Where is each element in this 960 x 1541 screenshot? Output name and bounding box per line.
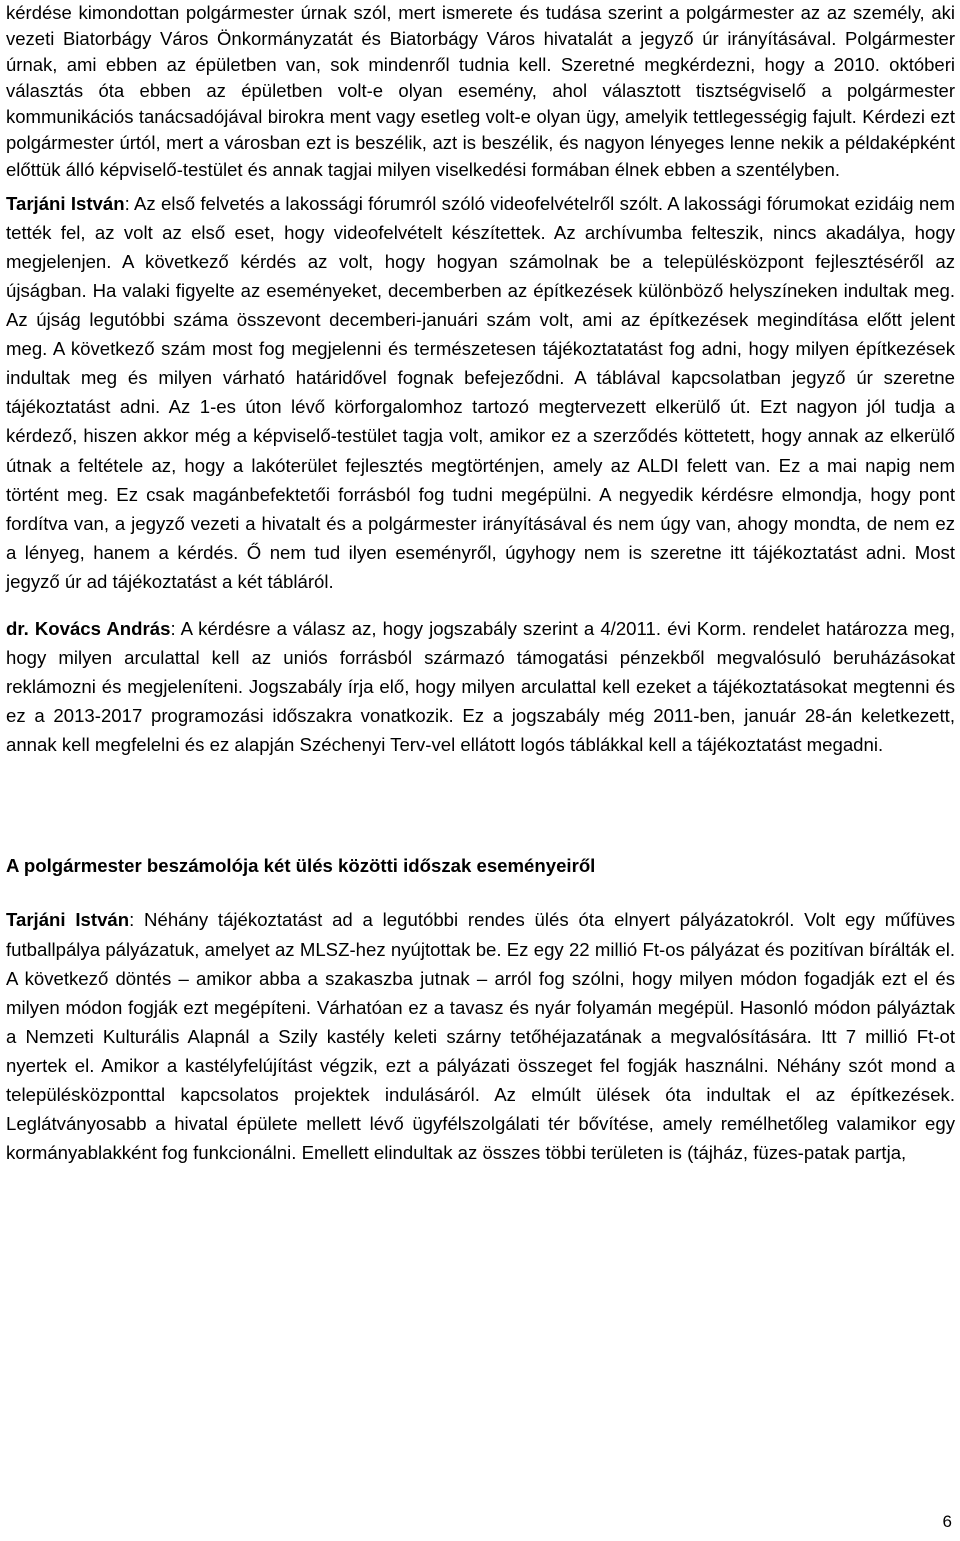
page-number: 6 xyxy=(942,1512,952,1531)
paragraph-answer-notary xyxy=(6,614,955,759)
paragraph-answer-mayor xyxy=(6,189,955,596)
document-page xyxy=(6,0,955,1167)
speaker-name: dr. Kovács András xyxy=(6,617,171,639)
section-heading: A polgármester beszámolója két ülés közötti időszak eseményeiről xyxy=(6,855,596,877)
paragraph-text: : Néhány tájékoztatást ad a legutóbbi rendes ülés óta elnyert pályázatokról. Volt egy műfüves futballpálya pályázatuk, amelyet az MLSZ-hez nyújtottak be. Ez egy 22 millió Ft-os pályázat és pozitívan bírálták el. A következő döntés – amikor abba a szakaszba jutnak – arról fog szólni, hogy milyen módon fogadják ezt el és milyen módon fogják ezt megépíteni. Várhatóan ez a tavasz és nyár folyamán megépül. Hasonló módon pályáztak a Nemzeti Kulturális Alapnál a Szily kastély keleti szárny tetőhéjazatának a megvalósítására. Itt 7 millió Ft-ot nyertek el. Amikor a kastélyfelújítást végzik, ezt a pályázati összeget fel fogják használni. Néhány szót mond a településközponttal kapcsolatos projektek indulásáról. Az elmúlt ülések óta indultak el az építkezések. Leglátványosabb a hivatal épülete mellett lévő ügyfélszolgálati tér bővítése, amely remélhetőleg valamikor egy kormányablakként fog funkcionálni. Emellett elindultak az összes többi területen is (tájház, füzes-patak partja, xyxy=(6,909,955,1164)
speaker-name: Tarjáni István xyxy=(6,192,125,214)
paragraph-text: kérdése kimondottan polgármester úrnak szól, mert ismerete és tudása szerint a polgármester az az személy, aki vezeti Biatorbágy Város Önkormányzatát és Biatorbágy Város hivatalát a jegyző úr irányításával. Polgármester úrnak, ami ebben az épületben van, sok mindenről tudnia kell. Szeretné megkérdezni, hogy a 2010. októberi választás óta ebben az épületben volt-e olyan esemény, ahol választott tisztségviselő a polgármester kommunikációs tanácsadójával birokra ment vagy esetleg volt-e olyan ügy, amelyik tettlegességig fajult. Kérdezi ezt polgármester úrtól, mert a városban ezt is beszélik, azt is beszélik, és nagyon lényeges lenne nekik a példaképként előttük álló képviselő-testület és annak tagjai milyen viselkedési formában élnek ebben a szentélyben. xyxy=(6,2,955,180)
paragraph-question xyxy=(6,0,955,183)
paragraph-mayor-report xyxy=(6,905,955,1167)
speaker-name: Tarjáni István xyxy=(6,909,130,931)
paragraph-text: : A kérdésre a válasz az, hogy jogszabály szerint a 4/2011. évi Korm. rendelet határozza meg, hogy milyen arculattal kell az uniós forrásból származó támogatási pénzekből megvalósuló beruházásokat reklámozni és megjeleníteni. Jogszabály írja elő, hogy milyen arculattal kell ezeket a tájékoztatásokat megtenni és ez a 2013-2017 programozási időszakra vonatkozik. Ez a jogszabály még 2011-ben, január 28-án keletkezett, annak kell megfelelni és ez alapján Széchenyi Terv-vel ellátott logós táblákkal kell a tájékoztatást megadni. xyxy=(6,617,955,756)
paragraph-text: : Az első felvetés a lakossági fórumról szóló videofelvételről szólt. A lakossági fórumokat ezidáig nem tették fel, az volt az első eset, hogy videofelvételt készítettek. Az archívumba felteszik, nincs akadálya, hogy megjelenjen. A következő kérdés az volt, hogy hogyan számolnak be a településközpont fejlesztéséről az újságban. Ha valaki figyelte az eseményeket, decemberben az építkezések különböző helyszíneken indultak meg. Az újság legutóbbi száma összevont decemberi-januári szám volt, ami az építkezések megindítása előtt jelent meg. A következő szám most fog megjelenni és természetesen tájékoztatatást fog adni, hogy milyen építkezések indultak meg és milyen várható határidővel fognak befejeződni. A táblával kapcsolatban jegyző úr szeretne tájékoztatást adni. Az 1-es úton lévő körforgalomhoz tartozó megtervezett elkerülő út. Ezt nagyon jól tudja a kérdező, hiszen akkor még a képviselő-testület tagja volt, amikor ez a szerződés köttetett, hogy annak az elkerülő útnak a feltétele az, hogy a lakóterület fejlesztés megtörténjen, amely az ALDI felett van. Ez a mai napig nem történt meg. Ez csak magánbefektetői forrásból fog tudni megépülni. A negyedik kérdésre elmondja, hogy pont fordítva van, a jegyző vezeti a hivatalt és a polgármester irányításával és nem úgy van, ahogy mondta, de nem ez a lényeg, hanem a kérdés. Ő nem tud ilyen eseményről, úgyhogy nem is szeretne itt tájékoztatást adni. Most jegyző úr ad tájékoztatást a két tábláról. xyxy=(6,192,955,592)
